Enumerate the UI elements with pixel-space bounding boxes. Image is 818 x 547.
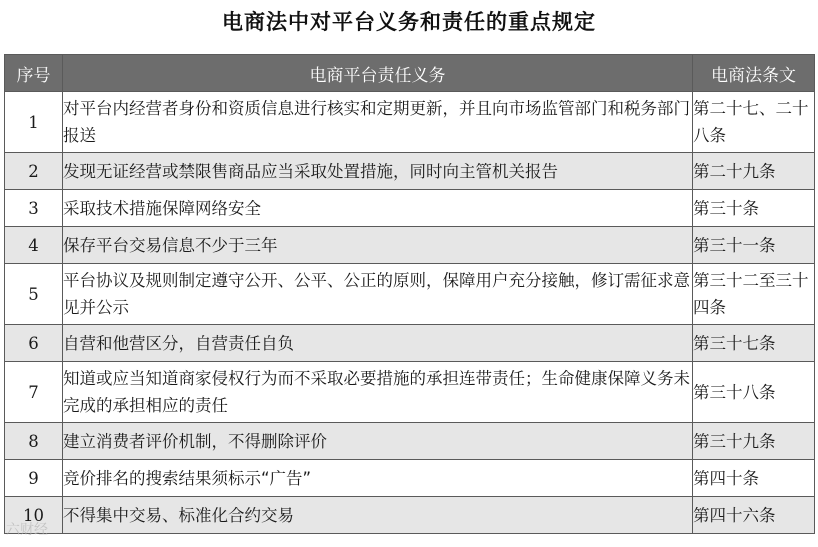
- table-row: [5, 497, 815, 534]
- row-duty: 保存平台交易信息不少于三年: [63, 227, 693, 264]
- table-row: [5, 153, 815, 190]
- row-article: 第三十条: [693, 190, 815, 227]
- table-row: [5, 264, 815, 325]
- row-duty: 竞价排名的搜索结果须标示“广告”: [63, 460, 693, 497]
- row-number: 10: [5, 497, 63, 534]
- row-number: 1: [5, 92, 63, 153]
- row-duty: 自营和他营区分，自营责任自负: [63, 325, 693, 362]
- table-row: [5, 227, 815, 264]
- header-law-articles: 电商法条文: [693, 55, 815, 92]
- row-duty: 发现无证经营或禁限售商品应当采取处置措施，同时向主管机关报告: [63, 153, 693, 190]
- table-row: [5, 460, 815, 497]
- table-row: [5, 325, 815, 362]
- row-number: 8: [5, 423, 63, 460]
- row-number: 2: [5, 153, 63, 190]
- row-article: 第三十二至三十四条: [693, 264, 815, 325]
- header-serial-number: 序号: [5, 55, 63, 92]
- row-article: 第三十八条: [693, 362, 815, 423]
- row-article: 第三十一条: [693, 227, 815, 264]
- watermark: 六财经: [6, 522, 48, 538]
- row-number: 7: [5, 362, 63, 423]
- row-number: 4: [5, 227, 63, 264]
- row-duty: 不得集中交易、标准化合约交易: [63, 497, 693, 534]
- table-row: [5, 190, 815, 227]
- row-number: 9: [5, 460, 63, 497]
- row-duty: 建立消费者评价机制，不得删除评价: [63, 423, 693, 460]
- row-number: 3: [5, 190, 63, 227]
- row-number: 6: [5, 325, 63, 362]
- page-title: 电商法中对平台义务和责任的重点规定: [222, 9, 596, 34]
- regulations-table: [4, 54, 815, 534]
- row-duty: 采取技术措施保障网络安全: [63, 190, 693, 227]
- row-article: 第四十条: [693, 460, 815, 497]
- row-article: 第三十九条: [693, 423, 815, 460]
- row-number: 5: [5, 264, 63, 325]
- row-duty: 平台协议及规则制定遵守公开、公平、公正的原则，保障用户充分接触，修订需征求意见并公示: [63, 264, 693, 325]
- table-row: [5, 92, 815, 153]
- table-row: [5, 362, 815, 423]
- row-article: 第二十九条: [693, 153, 815, 190]
- row-duty: 对平台内经营者身份和资质信息进行核实和定期更新，并且向市场监管部门和税务部门报送: [63, 92, 693, 153]
- row-article: 第四十六条: [693, 497, 815, 534]
- row-article: 第二十七、二十八条: [693, 92, 815, 153]
- row-article: 第三十七条: [693, 325, 815, 362]
- table-row: [5, 423, 815, 460]
- header-platform-duties: 电商平台责任义务: [63, 55, 693, 92]
- table-header-row: [5, 55, 815, 92]
- row-duty: 知道或应当知道商家侵权行为而不采取必要措施的承担连带责任；生命健康保障义务未完成的承担相应的责任: [63, 362, 693, 423]
